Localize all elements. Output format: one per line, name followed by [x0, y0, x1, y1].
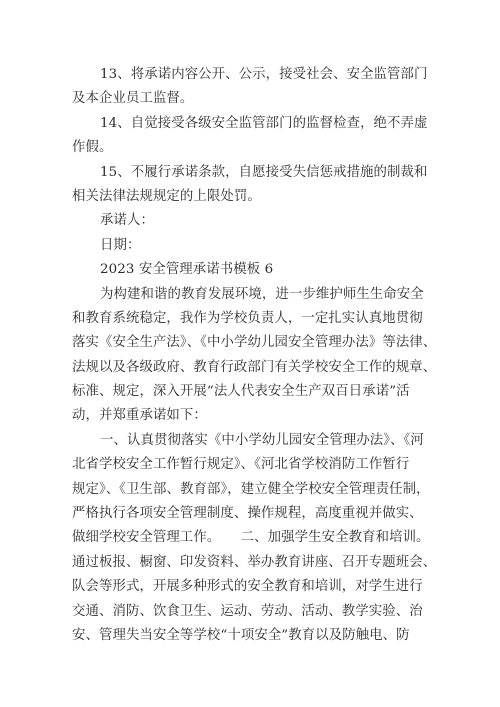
paragraph-line: 北省学校安全工作暂行规定》、《河北省学校消防工作暂行: [72, 457, 410, 473]
paragraph-line: 为构建和谐的教育发展环境，进一步维护师生生命安全: [100, 286, 424, 302]
document-body: [72, 63, 437, 648]
paragraph-line: 严格执行各项安全管理制度、操作规程，高度重视并做实、: [72, 506, 423, 522]
paragraph-line: 14、自觉接受各级安全监管部门的监督检查，绝不弄虚: [100, 115, 428, 131]
paragraph-line: 13、将承诺内容公开、公示，接受社会、安全监管部门: [100, 67, 428, 82]
paragraph-line: 动，并郑重承诺如下：: [72, 408, 207, 424]
paragraph-line: 和教育系统稳定，我作为学校负责人，一定扎实认真地贯彻: [72, 310, 423, 326]
date-label: 日期：: [100, 237, 141, 253]
paragraph-line: 做细学校安全管理工作。 二、加强学生安全教育和培训。: [72, 530, 430, 546]
signatory-label: 承诺人：: [100, 213, 154, 229]
paragraph-line: 落实《安全生产法》、《中小学幼儿园安全管理办法》等法律、: [72, 335, 437, 351]
section-heading: 2023 安全管理承诺书模板 6: [100, 262, 274, 278]
paragraph-line: 作假。: [72, 140, 113, 156]
paragraph-line: 队会等形式，开展多种形式的安全教育和培训，对学生进行: [72, 579, 423, 595]
paragraph-line: 通过板报、橱窗、印发资料、举办教育讲座、召开专题班会、: [72, 554, 437, 570]
paragraph-line: 一、认真贯彻落实《中小学幼儿园安全管理办法》、《河: [100, 432, 424, 448]
paragraph-line: 交通、消防、饮食卫生、运动、劳动、活动、教学实验、治: [72, 603, 423, 619]
paragraph-line: 安、管理失当安全等学校“十项安全”教育以及防触电、防: [72, 627, 410, 643]
paragraph-line: 规定》、《卫生部、教育部》，建立健全学校安全管理责任制，: [72, 481, 430, 497]
paragraph-line: 15、不履行承诺条款，自愿接受失信惩戒措施的制裁和: [100, 164, 428, 180]
paragraph-line: 相关法律法规规定的上限处罚。: [72, 188, 261, 204]
paragraph-line: 法规以及各级政府、教育行政部门有关学校安全工作的规章、: [72, 359, 437, 375]
paragraph-line: 标准、规定，深入开展“法人代表安全生产双百日承诺”活: [72, 384, 410, 400]
paragraph-line: 及本企业员工监督。: [72, 91, 194, 107]
